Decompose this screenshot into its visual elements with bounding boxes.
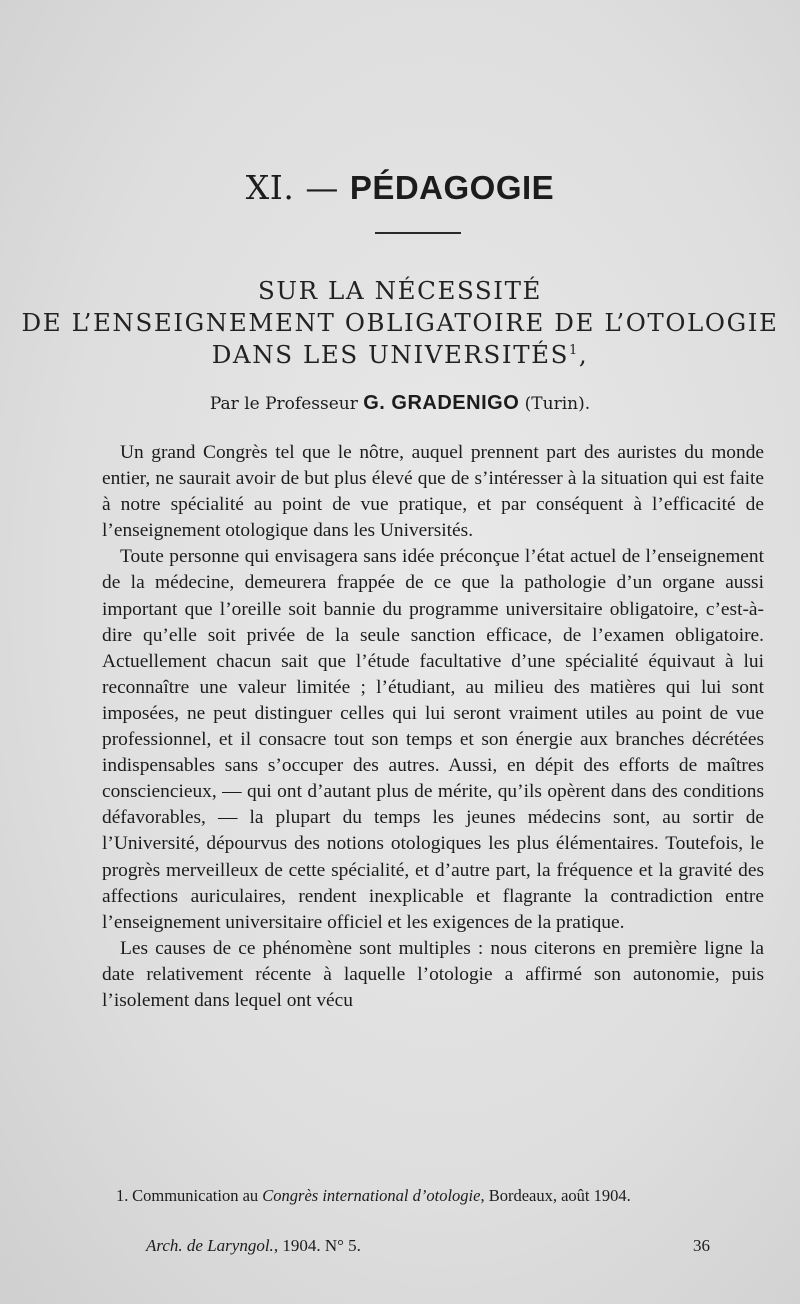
footnote-text-before: Communication au [132,1186,259,1205]
author-name: G. GRADENIGO [363,392,520,414]
article-title-line-3-text: DANS LES UNIVERSITÉS [211,340,570,369]
section-name: PÉDAGOGIE [349,169,555,206]
footnote [102,1186,764,1205]
section-dash: — [305,168,339,207]
footnote-text-after: , Bordeaux, août 1904. [480,1186,631,1205]
article-title-line-3-tail: , [578,340,589,369]
article-title-line-1: SUR LA NÉCESSITÉ [257,276,542,305]
paragraph: Les causes de ce phénomène sont multiples : nous citerons en première ligne la date relativement récente à laquelle l’otologie a affirmé son autonomie, puis l’isolement dans lequel ont vécu [102,937,764,1011]
journal-citation [146,1236,361,1256]
page-footer [146,1236,710,1256]
footnote-number: 1. [116,1186,129,1205]
article-title-line-3 [0,340,800,369]
heading-rule [375,232,461,234]
author-place: (Turin). [524,394,591,414]
footnote-mark: 1 [569,342,579,358]
paragraph: Toute personne qui envisagera sans idée préconçue l’état actuel de l’enseignement de la médecine, demeurera frappée de ce que la pathologie d’un organe aussi important que l’oreille soit bannie du programme universitaire obligatoire, c’est-à-dire qu’elle soit privée de la seule sanction efficace, de l’examen obligatoire. Actuellement chacun sait que l’étude facultative d’une spécialité équivaut à lui reconnaître une valeur limitée ; l’étudiant, au milieu des matières qui lui sont imposées, ne peut distinguer celles qui lui seront vraiment utiles au point de vue professionnel, et il consacre tout son temps et son énergie aux branches décrétées indispensables sans s’occuper des autres. Aussi, en dépit des efforts de maîtres consciencieux, — qui ont d’autant plus de mérite, qu’ils opèrent dans des conditions défavorables, — la plupart du temps les jeunes médecins sont, au sortir de l’Université, dépourvus des notions otologiques les plus élémentaires. Toutefois, le progrès merveilleux de cette spécialité, et d’autre part, la fréquence et la gravité des affections auriculaires, rendent inexplicable et flagrante la contradiction entre l’enseignement universitaire officiel et les exigences de la pratique. [102,546,764,933]
article-title-line-2: DE L’ENSEIGNEMENT OBLIGATOIRE DE L’OTOLOGIE [21,308,779,337]
body-text [102,440,764,1014]
page-number: 36 [693,1236,710,1255]
footnote-italic: Congrès international d’otologie [262,1186,481,1205]
byline-prefix: Par le Professeur [209,394,358,414]
byline [0,392,800,415]
journal-details: , 1904. N° 5. [273,1236,361,1255]
section-heading [0,168,800,207]
paragraph: Un grand Congrès tel que le nôtre, auquel prennent part des auristes du monde entier, ne saurait avoir de but plus élevé que de s’intéresser à la situation qui est faite à notre spécialité au point de vue pratique, et par conséquent à l’efficacité de l’enseignement otologique dans les Universités. [102,442,764,542]
section-number: XI. [245,168,295,207]
journal-name: Arch. de Laryngol. [146,1236,274,1255]
